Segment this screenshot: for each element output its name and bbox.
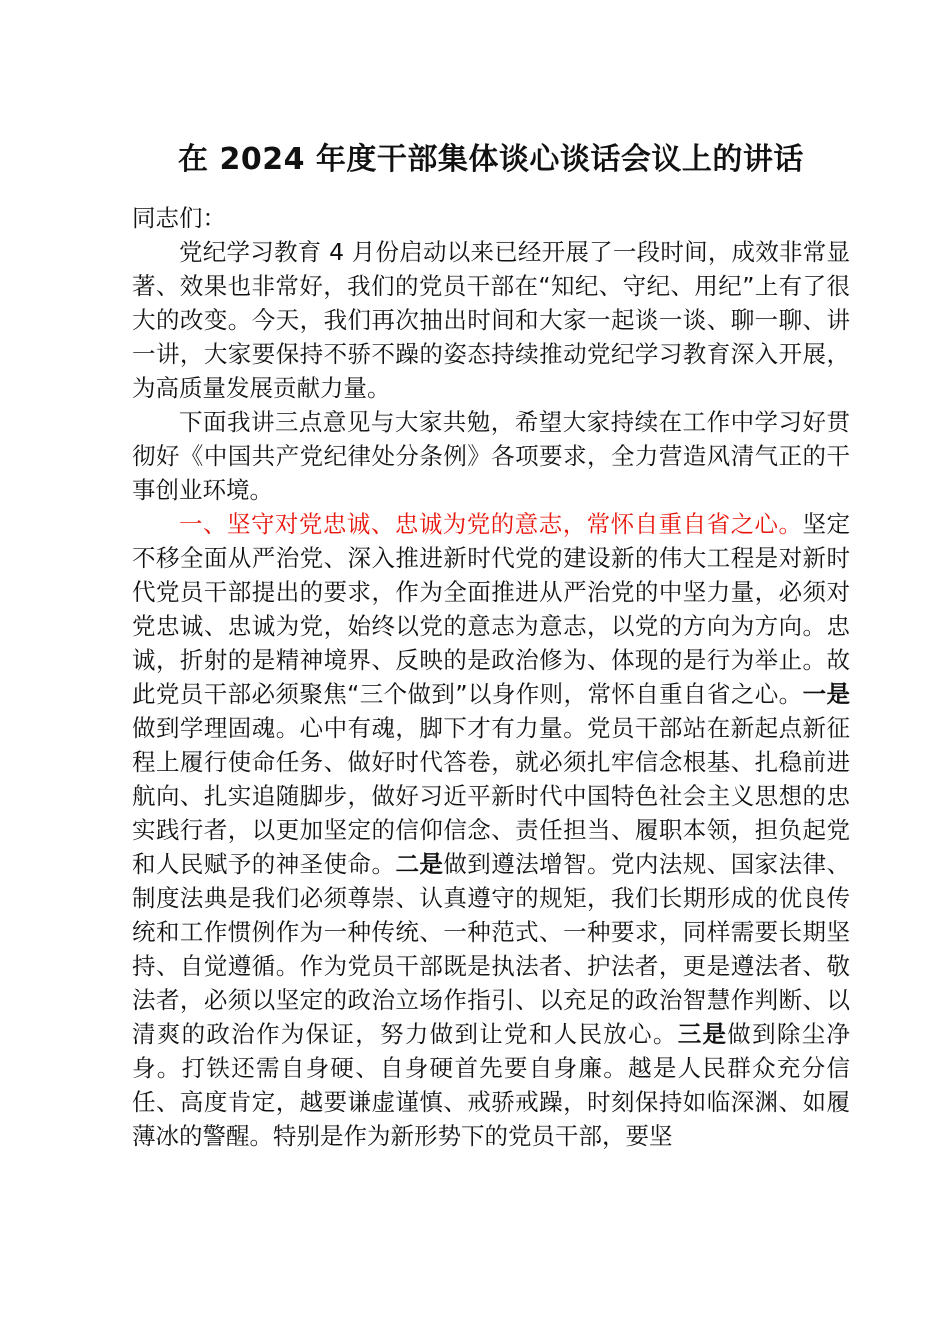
section-1-text-b: 做到学理固魂。心中有魂，脚下才有力量。党员干部站在新起点新征程上履行使命任务、做好时代答卷，就必须扎牢信念根基、扎稳前进航向、扎实追随脚步，做好习近平新时代中国特色社会主义思想的忠实践行者，以更加坚定的信仰信念、责任担当、履职本领，担负起党和人民赋予的神圣使命。 [132, 714, 850, 878]
paragraph-outline: 下面我讲三点意见与大家共勉，希望大家持续在工作中学习好贯彻好《中国共产党纪律处分条例》各项要求，全力营造风清气正的干事创业环境。 [132, 408, 850, 504]
document-body [132, 201, 850, 1153]
section-1-text-c: 做到遵法增智。党内法规、国家法律、制度法典是我们必须尊崇、认真遵守的规矩，我们长期形成的优良传统和工作惯例作为一种传统、一种范式、一种要求，同样需要长期坚持、自觉遵循。作为党员干部既是执法者、护法者，更是遵法者、敬法者，必须以坚定的政治立场作指引、以充足的政治智慧作判断、以清爽的政治作为保证，努力做到让党和人民放心。 [132, 850, 851, 1048]
section-1-heading: 一、坚守对党忠诚、忠诚为党的意志，常怀自重自省之心。 [179, 510, 803, 538]
salutation: 同志们： [132, 204, 226, 232]
section-1-text-d: 做到除尘净身。打铁还需自身硬、自身硬首先要自身廉。越是人民群众充分信任、高度肯定，越要谦虚谨慎、戒骄戒躁，时刻保持如临深渊、如履薄冰的警醒。特别是作为新形势下的党员干部，要坚 [132, 1020, 851, 1150]
paragraph-intro: 党纪学习教育 4 月份启动以来已经开展了一段时间，成效非常显著、效果也非常好，我们的党员干部在“知纪、守纪、用纪”上有了很大的改变。今天，我们再次抽出时间和大家一起谈一谈、聊一聊、讲一讲，大家要保持不骄不躁的姿态持续推动党纪学习教育深入开展，为高质量发展贡献力量。 [132, 238, 850, 402]
section-1-text-a: 坚定不移全面从严治党、深入推进新时代党的建设新的伟大工程是对新时代党员干部提出的要求，作为全面推进从严治党的中坚力量，必须对党忠诚、忠诚为党，始终以党的意志为意志，以党的方向为方向。忠诚，折射的是精神境界、反映的是政治修为、体现的是行为举止。故此党员干部必须聚焦“三个做到”以身作则，常怀自重自省之心。 [132, 510, 851, 708]
section-1-lead-3: 三是 [677, 1020, 728, 1048]
section-1-lead-1: 一是 [802, 680, 850, 708]
document-title: 在 2024 年度干部集体谈心谈话会议上的讲话 [178, 142, 804, 177]
section-1-paragraph [132, 507, 850, 1153]
section-1-lead-2: 二是 [395, 850, 444, 878]
